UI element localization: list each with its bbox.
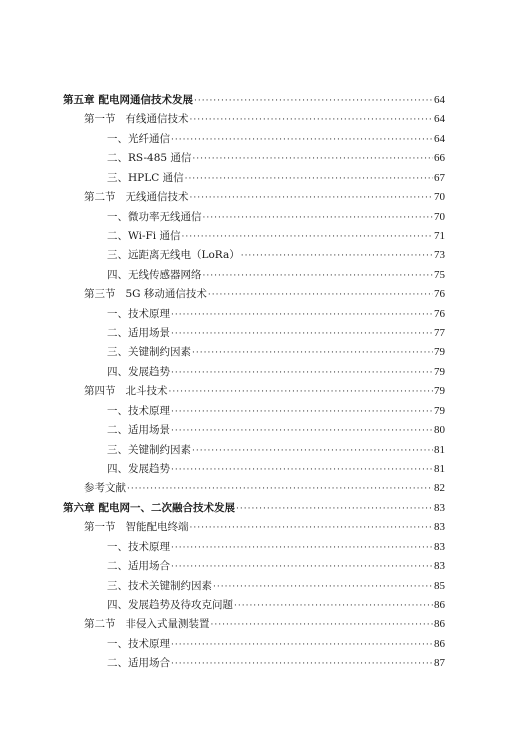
toc-page-number: 76 bbox=[434, 307, 445, 320]
dot-leader bbox=[192, 150, 433, 169]
toc-entry-title: 技术原理 bbox=[128, 404, 170, 417]
toc-page-number: 73 bbox=[434, 249, 445, 262]
toc-entry-row bbox=[63, 499, 445, 518]
toc-entry-row bbox=[107, 635, 445, 654]
toc-section-entry bbox=[0, 615, 524, 634]
toc-entry-label bbox=[107, 343, 191, 362]
toc-page-number: 79 bbox=[434, 346, 445, 359]
dot-leader bbox=[127, 480, 433, 499]
toc-entry-number: 一、 bbox=[107, 404, 128, 417]
toc-entry-row bbox=[84, 188, 445, 207]
toc-entry-title: 智能配电终端 bbox=[125, 521, 189, 534]
table-of-contents bbox=[0, 91, 524, 674]
toc-entry-row bbox=[107, 343, 445, 362]
toc-section-entry bbox=[0, 518, 524, 537]
dot-leader bbox=[241, 247, 433, 266]
toc-subsection-entry bbox=[0, 149, 524, 168]
toc-entry-label bbox=[107, 169, 184, 188]
toc-entry-label bbox=[84, 188, 189, 207]
dot-leader bbox=[182, 228, 434, 247]
dot-leader bbox=[171, 364, 433, 383]
toc-section-entry bbox=[0, 110, 524, 129]
toc-entry-number: 一、 bbox=[107, 210, 128, 223]
toc-subsection-entry bbox=[0, 363, 524, 382]
toc-entry-number: 三、 bbox=[107, 346, 128, 359]
toc-entry-number: 四、 bbox=[107, 463, 128, 476]
toc-entry-number: 二、 bbox=[107, 657, 128, 670]
toc-page-number: 76 bbox=[434, 288, 445, 301]
toc-page-number: 70 bbox=[434, 191, 445, 204]
toc-entry-number: 三、 bbox=[107, 171, 128, 184]
toc-entry-row bbox=[84, 615, 445, 634]
toc-subsection-entry bbox=[0, 266, 524, 285]
toc-entry-number: 第二节 bbox=[84, 191, 116, 204]
toc-entry-number: 第三节 bbox=[84, 288, 116, 301]
toc-entry-title: 参考文献 bbox=[84, 482, 126, 495]
toc-entry-row bbox=[107, 577, 445, 596]
dot-leader bbox=[171, 636, 433, 655]
toc-section-entry bbox=[0, 382, 524, 401]
toc-page-number: 86 bbox=[434, 637, 445, 650]
toc-entry-label bbox=[84, 382, 168, 401]
toc-entry-row bbox=[107, 208, 445, 227]
toc-entry-row bbox=[107, 596, 445, 615]
toc-section-entry bbox=[0, 188, 524, 207]
toc-subsection-entry bbox=[0, 402, 524, 421]
dot-leader bbox=[171, 422, 433, 441]
toc-section-entry bbox=[0, 285, 524, 304]
toc-entry-number: 四、 bbox=[107, 268, 128, 281]
dot-leader bbox=[208, 286, 433, 305]
toc-entry-label bbox=[107, 441, 191, 460]
toc-entry-label bbox=[107, 227, 181, 246]
toc-entry-label bbox=[107, 305, 170, 324]
toc-subsection-entry bbox=[0, 130, 524, 149]
toc-entry-row bbox=[84, 518, 445, 537]
toc-entry-title: 适用场合 bbox=[128, 657, 170, 670]
toc-entry-label bbox=[84, 285, 207, 304]
toc-entry-number: 一、 bbox=[107, 132, 128, 145]
toc-entry-number: 四、 bbox=[107, 598, 128, 611]
toc-entry-row bbox=[107, 402, 445, 421]
toc-entry-row bbox=[63, 91, 445, 110]
toc-entry-number: 第六章 bbox=[63, 501, 95, 514]
dot-leader bbox=[171, 131, 433, 150]
toc-page-number: 79 bbox=[434, 365, 445, 378]
dot-leader bbox=[171, 558, 433, 577]
dot-leader bbox=[203, 209, 434, 228]
toc-subsection-entry bbox=[0, 557, 524, 576]
toc-entry-title: 发展趋势及待攻克问题 bbox=[128, 598, 233, 611]
toc-subsection-entry bbox=[0, 227, 524, 246]
toc-entry-number: 二、 bbox=[107, 152, 128, 165]
toc-entry-row bbox=[107, 654, 445, 673]
toc-subsection-entry bbox=[0, 654, 524, 673]
toc-entry-title: 适用场合 bbox=[128, 560, 170, 573]
toc-page-number: 81 bbox=[434, 443, 445, 456]
toc-entry-number: 二、 bbox=[107, 327, 128, 340]
toc-entry-row bbox=[107, 557, 445, 576]
toc-page-number: 87 bbox=[434, 657, 445, 670]
dot-leader bbox=[171, 403, 433, 422]
toc-page-number: 83 bbox=[434, 521, 445, 534]
toc-chapter-entry bbox=[0, 499, 524, 518]
toc-entry-title: Wi-Fi 通信 bbox=[128, 229, 181, 242]
toc-entry-number: 第二节 bbox=[84, 618, 116, 631]
toc-entry-title: 发展趋势 bbox=[128, 365, 170, 378]
toc-entry-title: 技术原理 bbox=[128, 637, 170, 650]
toc-entry-row bbox=[84, 479, 445, 498]
toc-page-number: 66 bbox=[434, 152, 445, 165]
toc-page-number: 64 bbox=[434, 132, 445, 145]
toc-entry-label bbox=[107, 421, 170, 440]
toc-subsection-entry bbox=[0, 324, 524, 343]
dot-leader bbox=[236, 500, 433, 519]
toc-entry-row bbox=[107, 441, 445, 460]
toc-entry-label bbox=[107, 246, 240, 265]
toc-section-entry bbox=[0, 479, 524, 498]
toc-entry-label bbox=[84, 615, 210, 634]
toc-entry-number: 二、 bbox=[107, 424, 128, 437]
toc-page-number: 67 bbox=[434, 171, 445, 184]
toc-entry-number: 一、 bbox=[107, 540, 128, 553]
toc-entry-row bbox=[107, 363, 445, 382]
toc-entry-number: 二、 bbox=[107, 229, 128, 242]
toc-entry-label bbox=[107, 324, 170, 343]
toc-entry-title: 配电网一、二次融合技术发展 bbox=[98, 501, 235, 514]
toc-entry-title: 非侵入式量测装置 bbox=[125, 618, 210, 631]
toc-entry-row bbox=[107, 324, 445, 343]
toc-page-number: 79 bbox=[434, 385, 445, 398]
dot-leader bbox=[190, 519, 434, 538]
toc-subsection-entry bbox=[0, 596, 524, 615]
toc-entry-label bbox=[84, 479, 126, 498]
toc-subsection-entry bbox=[0, 577, 524, 596]
toc-page-number: 71 bbox=[434, 229, 445, 242]
toc-entry-label bbox=[107, 557, 170, 576]
dot-leader bbox=[211, 616, 434, 635]
dot-leader bbox=[169, 383, 434, 402]
toc-page-number: 82 bbox=[434, 482, 445, 495]
toc-entry-title: 有线通信技术 bbox=[125, 113, 189, 126]
toc-entry-title: 5G 移动通信技术 bbox=[125, 288, 207, 301]
toc-entry-row bbox=[84, 382, 445, 401]
toc-entry-title: 技术原理 bbox=[128, 307, 170, 320]
toc-page-number: 64 bbox=[434, 94, 445, 106]
toc-page-number: 81 bbox=[434, 463, 445, 476]
dot-leader bbox=[185, 170, 433, 189]
toc-entry-label bbox=[107, 266, 202, 285]
dot-leader bbox=[171, 306, 433, 325]
toc-page-number: 83 bbox=[434, 560, 445, 573]
toc-entry-label bbox=[107, 596, 233, 615]
toc-entry-label bbox=[107, 460, 170, 479]
dot-leader bbox=[194, 92, 433, 111]
dot-leader bbox=[213, 578, 433, 597]
toc-entry-row bbox=[107, 305, 445, 324]
toc-entry-title: 配电网通信技术发展 bbox=[98, 94, 193, 106]
toc-entry-label bbox=[63, 91, 193, 110]
toc-entry-number: 第一节 bbox=[84, 113, 116, 126]
toc-entry-number: 一、 bbox=[107, 307, 128, 320]
toc-entry-row bbox=[107, 169, 445, 188]
toc-subsection-entry bbox=[0, 538, 524, 557]
toc-entry-title: 微功率无线通信 bbox=[128, 210, 202, 223]
toc-entry-row bbox=[107, 130, 445, 149]
toc-page-number: 79 bbox=[434, 404, 445, 417]
toc-entry-label bbox=[84, 518, 189, 537]
toc-entry-row bbox=[107, 460, 445, 479]
toc-entry-title: 无线传感器网络 bbox=[128, 268, 202, 281]
dot-leader bbox=[192, 344, 433, 363]
toc-entry-label bbox=[107, 208, 202, 227]
toc-page-number: 83 bbox=[434, 540, 445, 553]
toc-subsection-entry bbox=[0, 208, 524, 227]
dot-leader bbox=[190, 111, 434, 130]
toc-entry-title: 适用场景 bbox=[128, 327, 170, 340]
dot-leader bbox=[171, 655, 433, 674]
toc-page-number: 83 bbox=[434, 501, 445, 514]
toc-entry-label bbox=[107, 577, 212, 596]
toc-entry-number: 第四节 bbox=[84, 385, 116, 398]
toc-subsection-entry bbox=[0, 169, 524, 188]
toc-subsection-entry bbox=[0, 635, 524, 654]
toc-entry-number: 一、 bbox=[107, 637, 128, 650]
toc-subsection-entry bbox=[0, 421, 524, 440]
toc-entry-number: 第五章 bbox=[63, 94, 95, 106]
toc-entry-title: 技术关键制约因素 bbox=[128, 579, 212, 592]
dot-leader bbox=[203, 267, 434, 286]
toc-entry-row bbox=[107, 227, 445, 246]
toc-entry-title: 关键制约因素 bbox=[128, 443, 191, 456]
toc-entry-title: 远距离无线电（LoRa） bbox=[128, 249, 240, 262]
toc-entry-label bbox=[107, 654, 170, 673]
dot-leader bbox=[171, 325, 433, 344]
toc-entry-title: 北斗技术 bbox=[125, 385, 168, 398]
dot-leader bbox=[171, 461, 433, 480]
toc-page-number: 75 bbox=[434, 268, 445, 281]
toc-entry-row bbox=[107, 421, 445, 440]
toc-subsection-entry bbox=[0, 246, 524, 265]
toc-entry-number: 三、 bbox=[107, 443, 128, 456]
toc-entry-label bbox=[107, 130, 170, 149]
toc-subsection-entry bbox=[0, 441, 524, 460]
toc-entry-row bbox=[84, 285, 445, 304]
toc-entry-title: 发展趋势 bbox=[128, 463, 170, 476]
toc-subsection-entry bbox=[0, 305, 524, 324]
toc-entry-label bbox=[107, 149, 191, 168]
toc-page-number: 80 bbox=[434, 424, 445, 437]
toc-page-number: 85 bbox=[434, 579, 445, 592]
toc-entry-title: 适用场景 bbox=[128, 424, 170, 437]
toc-page-number: 86 bbox=[434, 598, 445, 611]
toc-page-number: 77 bbox=[434, 327, 445, 340]
toc-entry-label bbox=[107, 363, 170, 382]
dot-leader bbox=[234, 597, 433, 616]
toc-chapter-entry bbox=[0, 91, 524, 110]
toc-entry-label bbox=[107, 538, 170, 557]
toc-entry-row bbox=[84, 110, 445, 129]
toc-entry-row bbox=[107, 538, 445, 557]
dot-leader bbox=[192, 442, 433, 461]
dot-leader bbox=[190, 189, 434, 208]
toc-entry-label bbox=[84, 110, 189, 129]
toc-entry-label bbox=[63, 499, 235, 518]
toc-entry-title: 技术原理 bbox=[128, 540, 170, 553]
toc-entry-title: 光纤通信 bbox=[128, 132, 170, 145]
toc-entry-title: RS-485 通信 bbox=[128, 152, 192, 165]
toc-page-number: 86 bbox=[434, 618, 445, 631]
toc-subsection-entry bbox=[0, 343, 524, 362]
dot-leader bbox=[171, 539, 433, 558]
toc-entry-row bbox=[107, 246, 445, 265]
toc-page-number: 70 bbox=[434, 210, 445, 223]
toc-entry-row bbox=[107, 266, 445, 285]
toc-entry-row bbox=[107, 149, 445, 168]
toc-entry-label bbox=[107, 635, 170, 654]
toc-entry-number: 四、 bbox=[107, 365, 128, 378]
toc-entry-number: 二、 bbox=[107, 560, 128, 573]
toc-entry-title: HPLC 通信 bbox=[128, 171, 184, 184]
toc-entry-title: 关键制约因素 bbox=[128, 346, 191, 359]
toc-entry-number: 第一节 bbox=[84, 521, 116, 534]
toc-page-number: 64 bbox=[434, 113, 445, 126]
toc-entry-label bbox=[107, 402, 170, 421]
toc-entry-title: 无线通信技术 bbox=[125, 191, 189, 204]
toc-entry-number: 三、 bbox=[107, 579, 128, 592]
toc-entry-number: 三、 bbox=[107, 249, 128, 262]
toc-subsection-entry bbox=[0, 460, 524, 479]
